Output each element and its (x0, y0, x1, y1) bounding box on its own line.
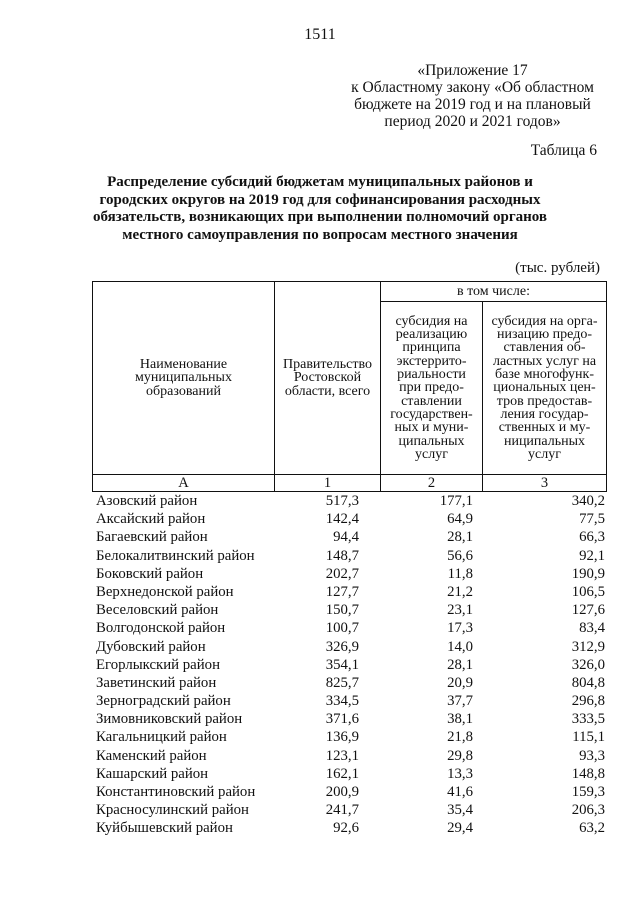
header-line: субсидия на (395, 313, 468, 329)
column-header-name (93, 282, 274, 474)
header-line: муниципальных (135, 370, 232, 386)
subsidy-2-value: 106,5 (571, 583, 605, 600)
header-line: принципа (402, 340, 461, 356)
header-line: ластных услуг на (492, 353, 597, 369)
header-line: ления государ- (500, 406, 589, 422)
municipality-name: Зимовниковский район (96, 711, 243, 728)
total-value: 371,6 (325, 711, 359, 728)
header-line: Наименование (139, 357, 228, 373)
municipality-name: Багаевский район (96, 529, 208, 546)
header-line: тров предостав- (496, 393, 593, 409)
total-value: 127,7 (325, 583, 359, 600)
header-line: ставлении (401, 393, 462, 409)
document-title (70, 174, 570, 244)
total-value: 334,5 (325, 693, 359, 710)
table-row (92, 510, 607, 528)
subsidy-1-value: 17,3 (447, 620, 473, 637)
total-value: 136,9 (325, 729, 359, 746)
column-header-total (275, 282, 380, 474)
units-label: (тыс. рублей) (515, 260, 600, 276)
municipality-name: Белокалитвинский район (96, 547, 255, 564)
column-index-row (92, 475, 607, 492)
header-line: базе многофунк- (494, 367, 594, 383)
subsidy-1-value: 41,6 (447, 784, 473, 800)
municipality-name: Куйбышевский район (96, 820, 233, 837)
header-line: ставления об- (503, 340, 586, 356)
subsidy-2-value: 333,5 (571, 711, 605, 728)
header-line: риальности (397, 367, 466, 383)
municipality-name: Дубовский район (96, 638, 206, 655)
subsidy-1-value: 23,1 (447, 602, 473, 619)
header-line: реализацию (395, 327, 468, 343)
total-value: 202,7 (325, 565, 359, 582)
header-line: услуг (415, 446, 448, 462)
column-header-subsidy-2 (483, 303, 606, 473)
municipality-name: Азовский район (96, 493, 198, 509)
subsidy-2-value: 115,1 (572, 729, 605, 746)
municipality-name: Боковский район (96, 565, 204, 582)
subsidy-2-value: 340,2 (571, 493, 605, 509)
total-value: 100,7 (325, 620, 359, 637)
municipality-name: Верхнедонской район (96, 583, 234, 600)
table-body (92, 492, 607, 838)
header-line: государствен- (390, 406, 473, 422)
appendix-reference (330, 62, 615, 130)
municipality-name: Зерноградский район (96, 693, 231, 710)
subsidy-2-value: 77,5 (579, 511, 605, 528)
subsidy-2-value: 148,8 (571, 765, 605, 782)
column-index-2: 2 (427, 475, 436, 491)
subsidy-1-value: 13,3 (447, 765, 473, 782)
subsidy-2-value: 312,9 (571, 638, 605, 655)
column-index-3: 3 (540, 475, 549, 491)
total-value: 150,7 (325, 602, 359, 619)
subsidy-1-value: 20,9 (447, 674, 473, 691)
table-row (92, 583, 607, 601)
subsidy-1-value: 14,0 (447, 638, 473, 655)
subsidy-2-value: 159,3 (571, 784, 605, 800)
subsidy-1-value: 64,9 (447, 511, 473, 528)
title-line: местного самоуправления по вопросам местного значения (122, 226, 518, 243)
header-line: низацию предо- (497, 327, 592, 343)
table-row (92, 819, 607, 837)
table-row (92, 710, 607, 728)
table-row (92, 619, 607, 637)
header-line: Правительство (283, 357, 372, 373)
table-row (92, 492, 607, 510)
subsidy-1-value: 21,2 (447, 583, 473, 600)
subsidy-2-value: 206,3 (571, 802, 605, 819)
subsidy-2-value: 127,6 (571, 602, 605, 619)
group-underline (380, 301, 607, 302)
subsidy-2-value: 63,2 (579, 820, 605, 837)
header-line: экстеррито- (396, 353, 467, 369)
municipality-name: Каменский район (96, 747, 207, 764)
municipality-name: Кагальницкий район (96, 729, 227, 746)
header-border-right (606, 281, 607, 492)
subsidy-1-value: 28,1 (447, 656, 473, 673)
municipality-name: Кашарский район (96, 765, 209, 782)
total-value: 123,1 (325, 747, 359, 764)
subsidy-1-value: 29,4 (447, 820, 473, 837)
header-line: субсидия на орга- (491, 313, 598, 329)
table-row (92, 692, 607, 710)
total-value: 94,4 (333, 529, 359, 546)
municipality-name: Волгодонской район (96, 620, 226, 637)
subsidy-1-value: 35,4 (447, 802, 473, 819)
table-row (92, 783, 607, 801)
subsidy-1-value: 38,1 (447, 711, 473, 728)
table-row (92, 528, 607, 546)
header-line: услуг (528, 446, 561, 462)
column-group-header: в том числе: (457, 283, 530, 299)
total-value: 241,7 (325, 802, 359, 819)
municipality-name: Егорлыкский район (96, 656, 220, 673)
header-line: ниципальных (503, 433, 586, 449)
column-header-subsidy-1 (381, 303, 482, 473)
total-value: 354,1 (325, 656, 359, 673)
subsidy-1-value: 56,6 (447, 547, 473, 564)
appendix-line: бюджете на 2019 год и на плановый (354, 96, 591, 113)
title-line: Распределение субсидий бюджетам муниципальных районов и (107, 174, 533, 190)
header-line: Ростовской (293, 370, 362, 386)
total-value: 162,1 (325, 765, 359, 782)
municipality-name: Веселовский район (96, 602, 219, 619)
subsidy-2-value: 92,1 (579, 547, 605, 564)
municipality-name: Константиновский район (96, 784, 256, 800)
column-index-1: 1 (323, 475, 332, 491)
total-value: 148,7 (325, 547, 359, 564)
municipality-name: Красносулинский район (96, 802, 249, 819)
subsidy-1-value: 29,8 (447, 747, 473, 764)
total-value: 326,9 (325, 638, 359, 655)
title-line: городских округов на 2019 год для софинансирования расходных (99, 191, 541, 208)
table-row (92, 601, 607, 619)
header-line: ственных и му- (498, 420, 591, 436)
page-number: 1511 (304, 26, 336, 43)
appendix-line: период 2020 и 2021 годов» (384, 113, 561, 130)
subsidy-2-value: 296,8 (571, 693, 605, 710)
header-line: циональных цен- (493, 380, 596, 396)
appendix-line: «Приложение 17 (417, 62, 528, 79)
subsidy-2-value: 93,3 (579, 747, 605, 764)
total-value: 200,9 (325, 784, 359, 800)
title-line: обязательств, возникающих при выполнении полномочий органов (92, 209, 548, 225)
header-line: области, всего (284, 383, 371, 399)
subsidy-1-value: 11,8 (447, 565, 473, 582)
table-row (92, 674, 607, 692)
table-row (92, 547, 607, 565)
header-line: ципальных (398, 433, 465, 449)
total-value: 92,6 (333, 820, 359, 837)
subsidy-2-value: 326,0 (571, 656, 605, 673)
total-value: 825,7 (325, 674, 359, 691)
header-line: при предо- (399, 380, 464, 396)
subsidy-2-value: 804,8 (571, 674, 605, 691)
table-header (92, 281, 607, 475)
table-label: Таблица 6 (530, 142, 597, 159)
table-row (92, 801, 607, 819)
table-row (92, 638, 607, 656)
municipality-name: Аксайский район (96, 511, 206, 528)
municipality-name: Заветинский район (96, 674, 217, 691)
column-index-a: А (178, 475, 189, 491)
subsidy-1-value: 37,7 (447, 693, 473, 710)
table-row (92, 728, 607, 746)
table-row (92, 565, 607, 583)
subsidy-1-value: 21,8 (447, 729, 473, 746)
table-row (92, 656, 607, 674)
appendix-line: к Областному закону «Об областном (351, 79, 594, 96)
table-row (92, 747, 607, 765)
header-line: образований (146, 383, 221, 399)
subsidy-2-value: 83,4 (579, 620, 605, 637)
subsidy-2-value: 190,9 (571, 565, 605, 582)
total-value: 517,3 (325, 493, 359, 509)
table-row (92, 765, 607, 783)
subsidy-2-value: 66,3 (579, 529, 605, 546)
header-line: ных и муни- (394, 420, 469, 436)
total-value: 142,4 (325, 511, 359, 528)
subsidy-1-value: 177,1 (439, 493, 473, 509)
subsidy-1-value: 28,1 (447, 529, 473, 546)
